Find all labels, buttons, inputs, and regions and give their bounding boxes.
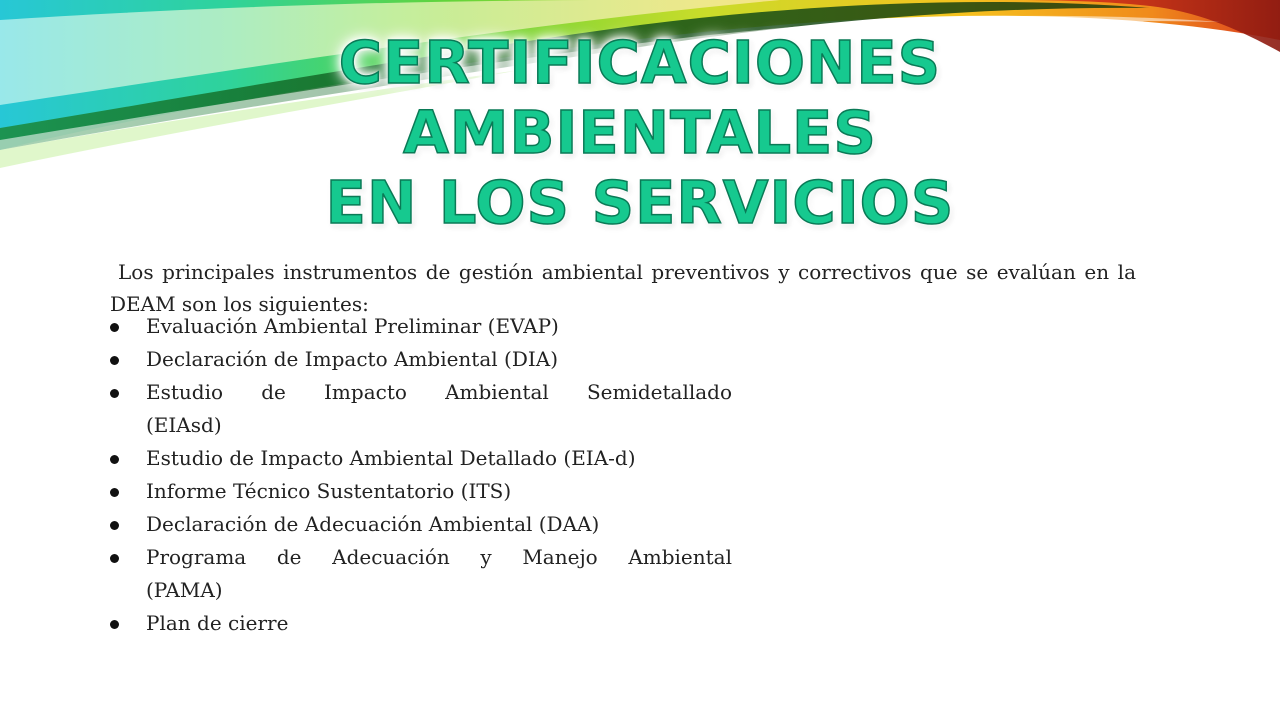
bullet-icon [110, 488, 119, 497]
bullet-icon [110, 323, 119, 332]
bullet-icon [110, 356, 119, 365]
list-item-text: Estudio de Impacto Ambiental Detallado (EIA-d) [146, 446, 636, 470]
bullet-icon [110, 389, 119, 398]
instrument-list [104, 310, 732, 640]
list-item [104, 475, 732, 508]
slide-title-line-2: EN LOS SERVICIOS [325, 168, 955, 237]
list-item-text: Estudio de Impacto Ambiental Semidetallado [146, 380, 732, 404]
list-item [104, 508, 732, 541]
list-item [104, 541, 732, 607]
list-item [104, 376, 732, 442]
slide-title-line-1: CERTIFICACIONES AMBIENTALES [338, 28, 942, 167]
list-item-text-continued: (PAMA) [146, 578, 223, 602]
list-item [104, 310, 732, 343]
intro-paragraph: Los principales instrumentos de gestión ambiental preventivos y correctivos que se evalúan en la DEAM son los siguientes: [110, 260, 1136, 316]
list-item-text: Evaluación Ambiental Preliminar (EVAP) [146, 314, 559, 338]
list-item-text: Informe Técnico Sustentatorio (ITS) [146, 479, 512, 503]
bullet-icon [110, 521, 119, 530]
list-item [104, 442, 732, 475]
bullet-icon [110, 455, 119, 464]
list-item-text: Plan de cierre [146, 611, 289, 635]
list-item-text: Declaración de Impacto Ambiental (DIA) [146, 347, 559, 371]
list-item [104, 343, 732, 376]
bullet-icon [110, 554, 119, 563]
list-item-text: Declaración de Adecuación Ambiental (DAA) [146, 512, 600, 536]
list-item-text: Programa de Adecuación y Manejo Ambiental [146, 545, 732, 569]
bullet-icon [110, 620, 119, 629]
list-item-text-continued: (EIAsd) [146, 413, 222, 437]
slide-title [100, 28, 1180, 238]
list-item [104, 607, 732, 640]
